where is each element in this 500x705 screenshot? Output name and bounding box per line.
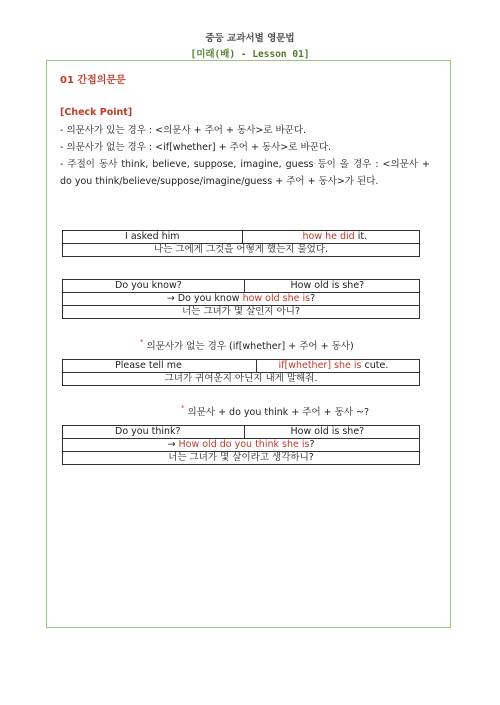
example-right <box>256 360 420 372</box>
rule-3: - 주절이 동사 think, believe, suppose, imagine, guess 등이 올 경우 : <의문사 + do you think/believe/suppose/imagine/guess + 주어 + 동사>가 된다. <box>60 159 430 187</box>
example-right: How old is she? <box>244 280 420 292</box>
example-left: I asked him <box>125 231 180 242</box>
table-row <box>63 280 419 293</box>
check-point-label: [Check Point] <box>60 107 133 118</box>
note-text: 의문사가 없는 경우 (if[whether] + 주어 + 동사) <box>146 341 354 352</box>
header-title: 중등 교과서별 영문법 <box>205 33 295 44</box>
table-row <box>63 426 419 439</box>
combined-answer: how old she is <box>242 293 311 304</box>
example-left: Do you know? <box>115 280 182 291</box>
example-left: Please tell me <box>115 360 182 371</box>
table-row <box>63 452 419 464</box>
translation: 그녀가 귀여운지 아닌지 내게 말해줘. <box>164 373 318 384</box>
example-left: Do you think? <box>115 426 181 437</box>
example-answer: if[whether] she is <box>278 360 362 371</box>
combined-sentence <box>63 293 419 305</box>
table-row <box>63 293 419 306</box>
note-mark: * <box>181 404 185 412</box>
example-answer: how he did <box>302 231 355 242</box>
note-1 <box>140 338 354 352</box>
example-right <box>242 231 420 243</box>
example-table-4 <box>62 425 420 465</box>
example-tail: cute. <box>361 360 389 371</box>
combined-suffix: ? <box>310 293 316 304</box>
combined-answer: How old do you think she is <box>178 439 310 450</box>
table-row <box>63 439 419 452</box>
combined-sentence <box>63 439 419 451</box>
table-row <box>63 373 419 385</box>
combined-suffix: ? <box>309 439 315 450</box>
table-row <box>63 231 419 244</box>
table-row <box>63 360 419 373</box>
note-mark: * <box>140 338 144 346</box>
translation: 너는 그녀가 몇 살인지 아니? <box>181 306 301 317</box>
translation: 나는 그에게 그것을 어떻게 했는지 물었다. <box>153 244 329 255</box>
translation: 너는 그녀가 몇 살이라고 생각하니? <box>168 452 314 463</box>
table-row <box>63 244 419 256</box>
rule-2: - 의문사가 없는 경우 : <if[whether] + 주어 + 동사>로 바꾼다. <box>60 142 332 153</box>
combined-prefix: → Do you know <box>166 293 243 304</box>
section-title: 01 간접의문문 <box>60 75 126 86</box>
note-2 <box>181 404 369 418</box>
rule-1: - 의문사가 있는 경우 : <의문사 + 주어 + 동사>로 바꾼다. <box>60 125 307 136</box>
example-table-1 <box>62 230 420 257</box>
header-lesson: [미래(배) - Lesson 01] <box>190 49 310 60</box>
note-text: 의문사 + do you think + 주어 + 동사 ~? <box>187 407 370 418</box>
example-table-3 <box>62 359 420 386</box>
table-row <box>63 306 419 318</box>
example-tail: it. <box>354 231 368 242</box>
example-table-2 <box>62 279 420 319</box>
combined-prefix: → <box>167 439 179 450</box>
example-right: How old is she? <box>244 426 420 438</box>
